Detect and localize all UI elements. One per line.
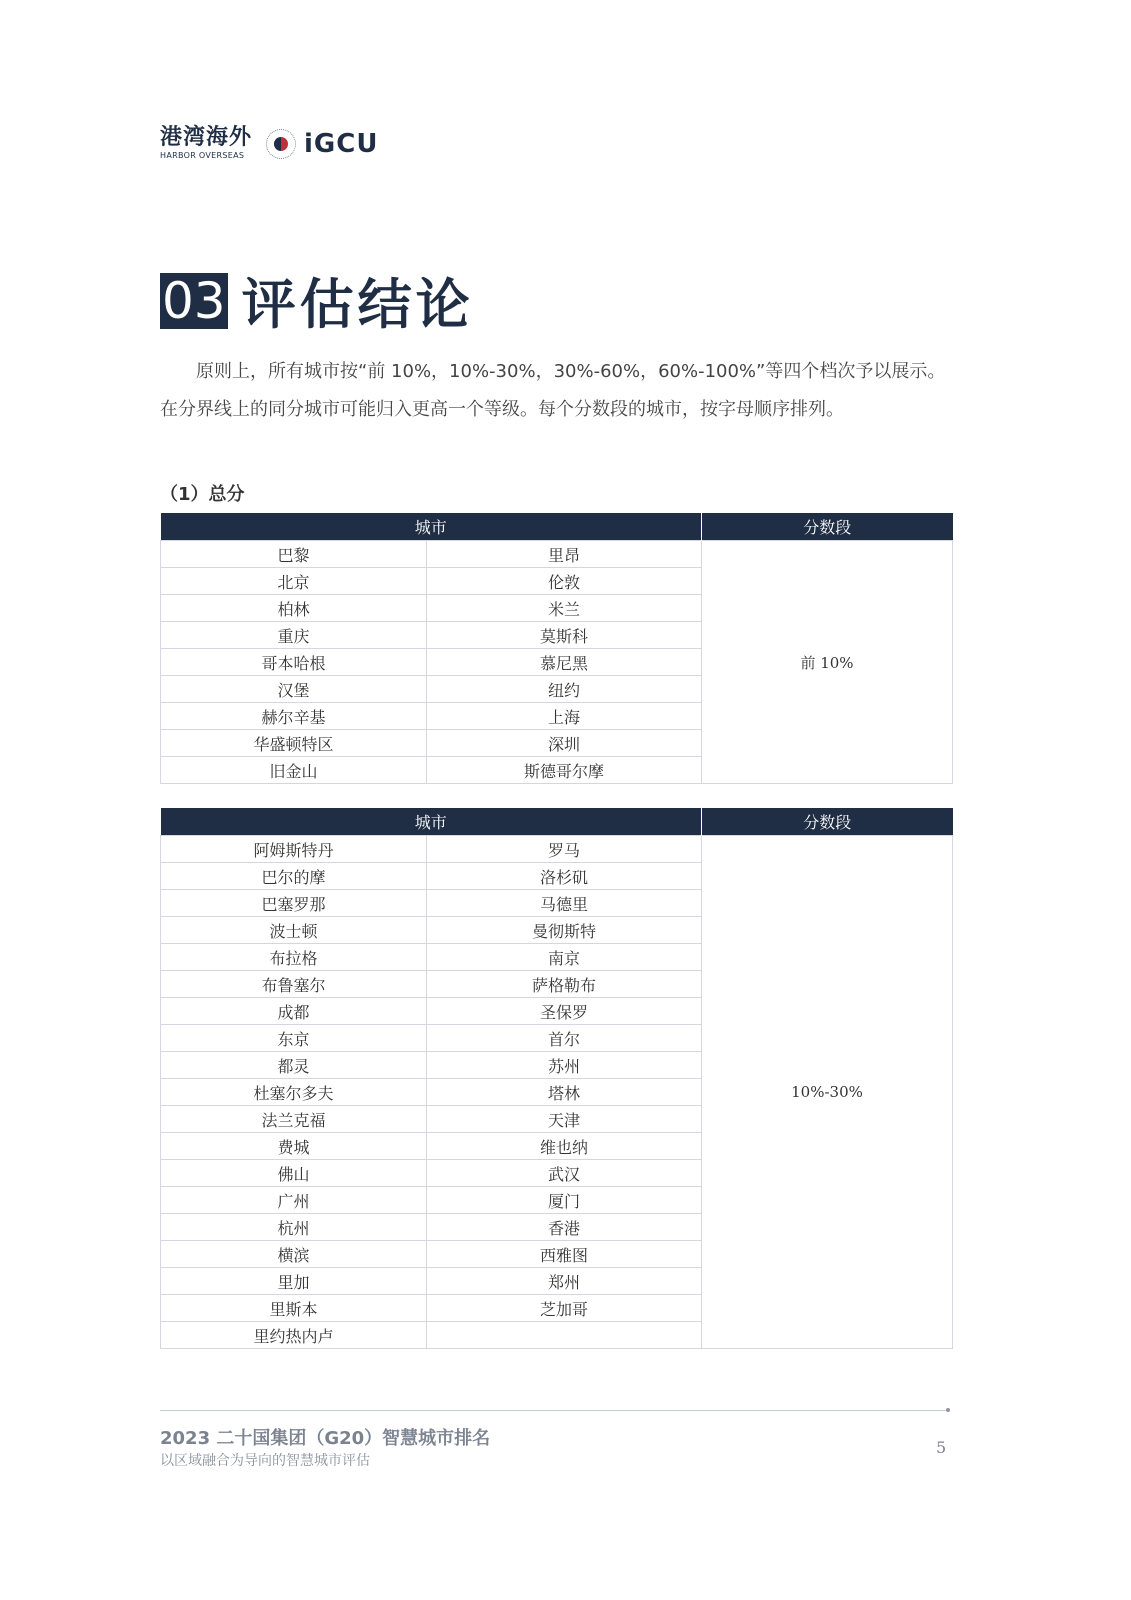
city-cell: 重庆 <box>161 622 427 649</box>
city-cell: 旧金山 <box>161 757 427 784</box>
ranking-table-top10 <box>160 513 953 784</box>
city-cell: 斯德哥尔摩 <box>427 757 702 784</box>
section-title: 评估结论 <box>241 273 474 336</box>
footer-divider-dot <box>946 1408 950 1412</box>
section-number: 03 <box>162 271 226 330</box>
page-number: 5 <box>936 1438 947 1457</box>
city-cell: 成都 <box>161 998 427 1025</box>
city-cell: 佛山 <box>161 1160 427 1187</box>
score-band-cell: 前 10% <box>702 541 953 784</box>
city-cell: 深圳 <box>427 730 702 757</box>
intro-paragraph-line-1: 原则上，所有城市按“前 10%，10%-30%，30%-60%，60%-100%”等四个档次予以展示。 <box>196 361 946 382</box>
city-cell: 圣保罗 <box>427 998 702 1025</box>
city-cell: 都灵 <box>161 1052 427 1079</box>
footer-divider <box>160 1410 950 1411</box>
city-cell: 布拉格 <box>161 944 427 971</box>
city-cell: 杭州 <box>161 1214 427 1241</box>
logo-en-text: HARBOR OVERSEAS <box>160 151 245 160</box>
score-band-cell: 10%-30% <box>702 836 953 1349</box>
city-cell: 里斯本 <box>161 1295 427 1322</box>
city-cell <box>427 1322 702 1349</box>
city-cell: 布鲁塞尔 <box>161 971 427 998</box>
city-cell: 莫斯科 <box>427 622 702 649</box>
city-cell: 巴黎 <box>161 541 427 568</box>
city-cell: 哥本哈根 <box>161 649 427 676</box>
city-cell: 塔林 <box>427 1079 702 1106</box>
city-cell: 法兰克福 <box>161 1106 427 1133</box>
ranking-table-10-30 <box>160 808 953 1349</box>
city-cell: 首尔 <box>427 1025 702 1052</box>
column-header-city: 城市 <box>161 808 702 836</box>
city-cell: 波士顿 <box>161 917 427 944</box>
city-cell: 武汉 <box>427 1160 702 1187</box>
table-row <box>161 836 953 863</box>
city-cell: 芝加哥 <box>427 1295 702 1322</box>
column-header-band: 分数段 <box>702 513 953 541</box>
city-cell: 萨格勒布 <box>427 971 702 998</box>
city-cell: 柏林 <box>161 595 427 622</box>
city-cell: 郑州 <box>427 1268 702 1295</box>
city-cell: 上海 <box>427 703 702 730</box>
city-cell: 巴塞罗那 <box>161 890 427 917</box>
city-cell: 里昂 <box>427 541 702 568</box>
intro-paragraph-line-2: 在分界线上的同分城市可能归入更高一个等级。每个分数段的城市，按字母顺序排列。 <box>160 399 844 420</box>
city-cell: 曼彻斯特 <box>427 917 702 944</box>
city-cell: 阿姆斯特丹 <box>161 836 427 863</box>
city-cell: 广州 <box>161 1187 427 1214</box>
city-cell: 横滨 <box>161 1241 427 1268</box>
city-cell: 厦门 <box>427 1187 702 1214</box>
city-cell: 北京 <box>161 568 427 595</box>
footer-report-title: 2023 二十国集团（G20）智慧城市排名 <box>160 1428 491 1449</box>
city-cell: 西雅图 <box>427 1241 702 1268</box>
city-cell: 里约热内卢 <box>161 1322 427 1349</box>
table-row <box>161 541 953 568</box>
city-cell: 汉堡 <box>161 676 427 703</box>
city-cell: 香港 <box>427 1214 702 1241</box>
city-cell: 慕尼黑 <box>427 649 702 676</box>
igcu-seal-icon <box>266 129 296 159</box>
city-cell: 华盛顿特区 <box>161 730 427 757</box>
city-cell: 洛杉矶 <box>427 863 702 890</box>
subsection-title: （1）总分 <box>160 484 245 505</box>
section-heading <box>160 262 474 339</box>
logo-cn-text: 港湾海外 <box>160 125 253 150</box>
city-cell: 苏州 <box>427 1052 702 1079</box>
city-cell: 马德里 <box>427 890 702 917</box>
city-cell: 巴尔的摩 <box>161 863 427 890</box>
harbor-overseas-logo <box>160 127 252 161</box>
city-cell: 米兰 <box>427 595 702 622</box>
column-header-city: 城市 <box>161 513 702 541</box>
city-cell: 天津 <box>427 1106 702 1133</box>
city-cell: 里加 <box>161 1268 427 1295</box>
city-cell: 罗马 <box>427 836 702 863</box>
city-cell: 东京 <box>161 1025 427 1052</box>
igcu-logo-text: iGCU <box>304 129 379 159</box>
column-header-band: 分数段 <box>702 808 953 836</box>
city-cell: 纽约 <box>427 676 702 703</box>
city-cell: 伦敦 <box>427 568 702 595</box>
header-logo <box>160 127 378 161</box>
city-cell: 赫尔辛基 <box>161 703 427 730</box>
footer-report-subtitle: 以区域融合为导向的智慧城市评估 <box>160 1453 370 1469</box>
city-cell: 南京 <box>427 944 702 971</box>
city-cell: 费城 <box>161 1133 427 1160</box>
city-cell: 维也纳 <box>427 1133 702 1160</box>
city-cell: 杜塞尔多夫 <box>161 1079 427 1106</box>
